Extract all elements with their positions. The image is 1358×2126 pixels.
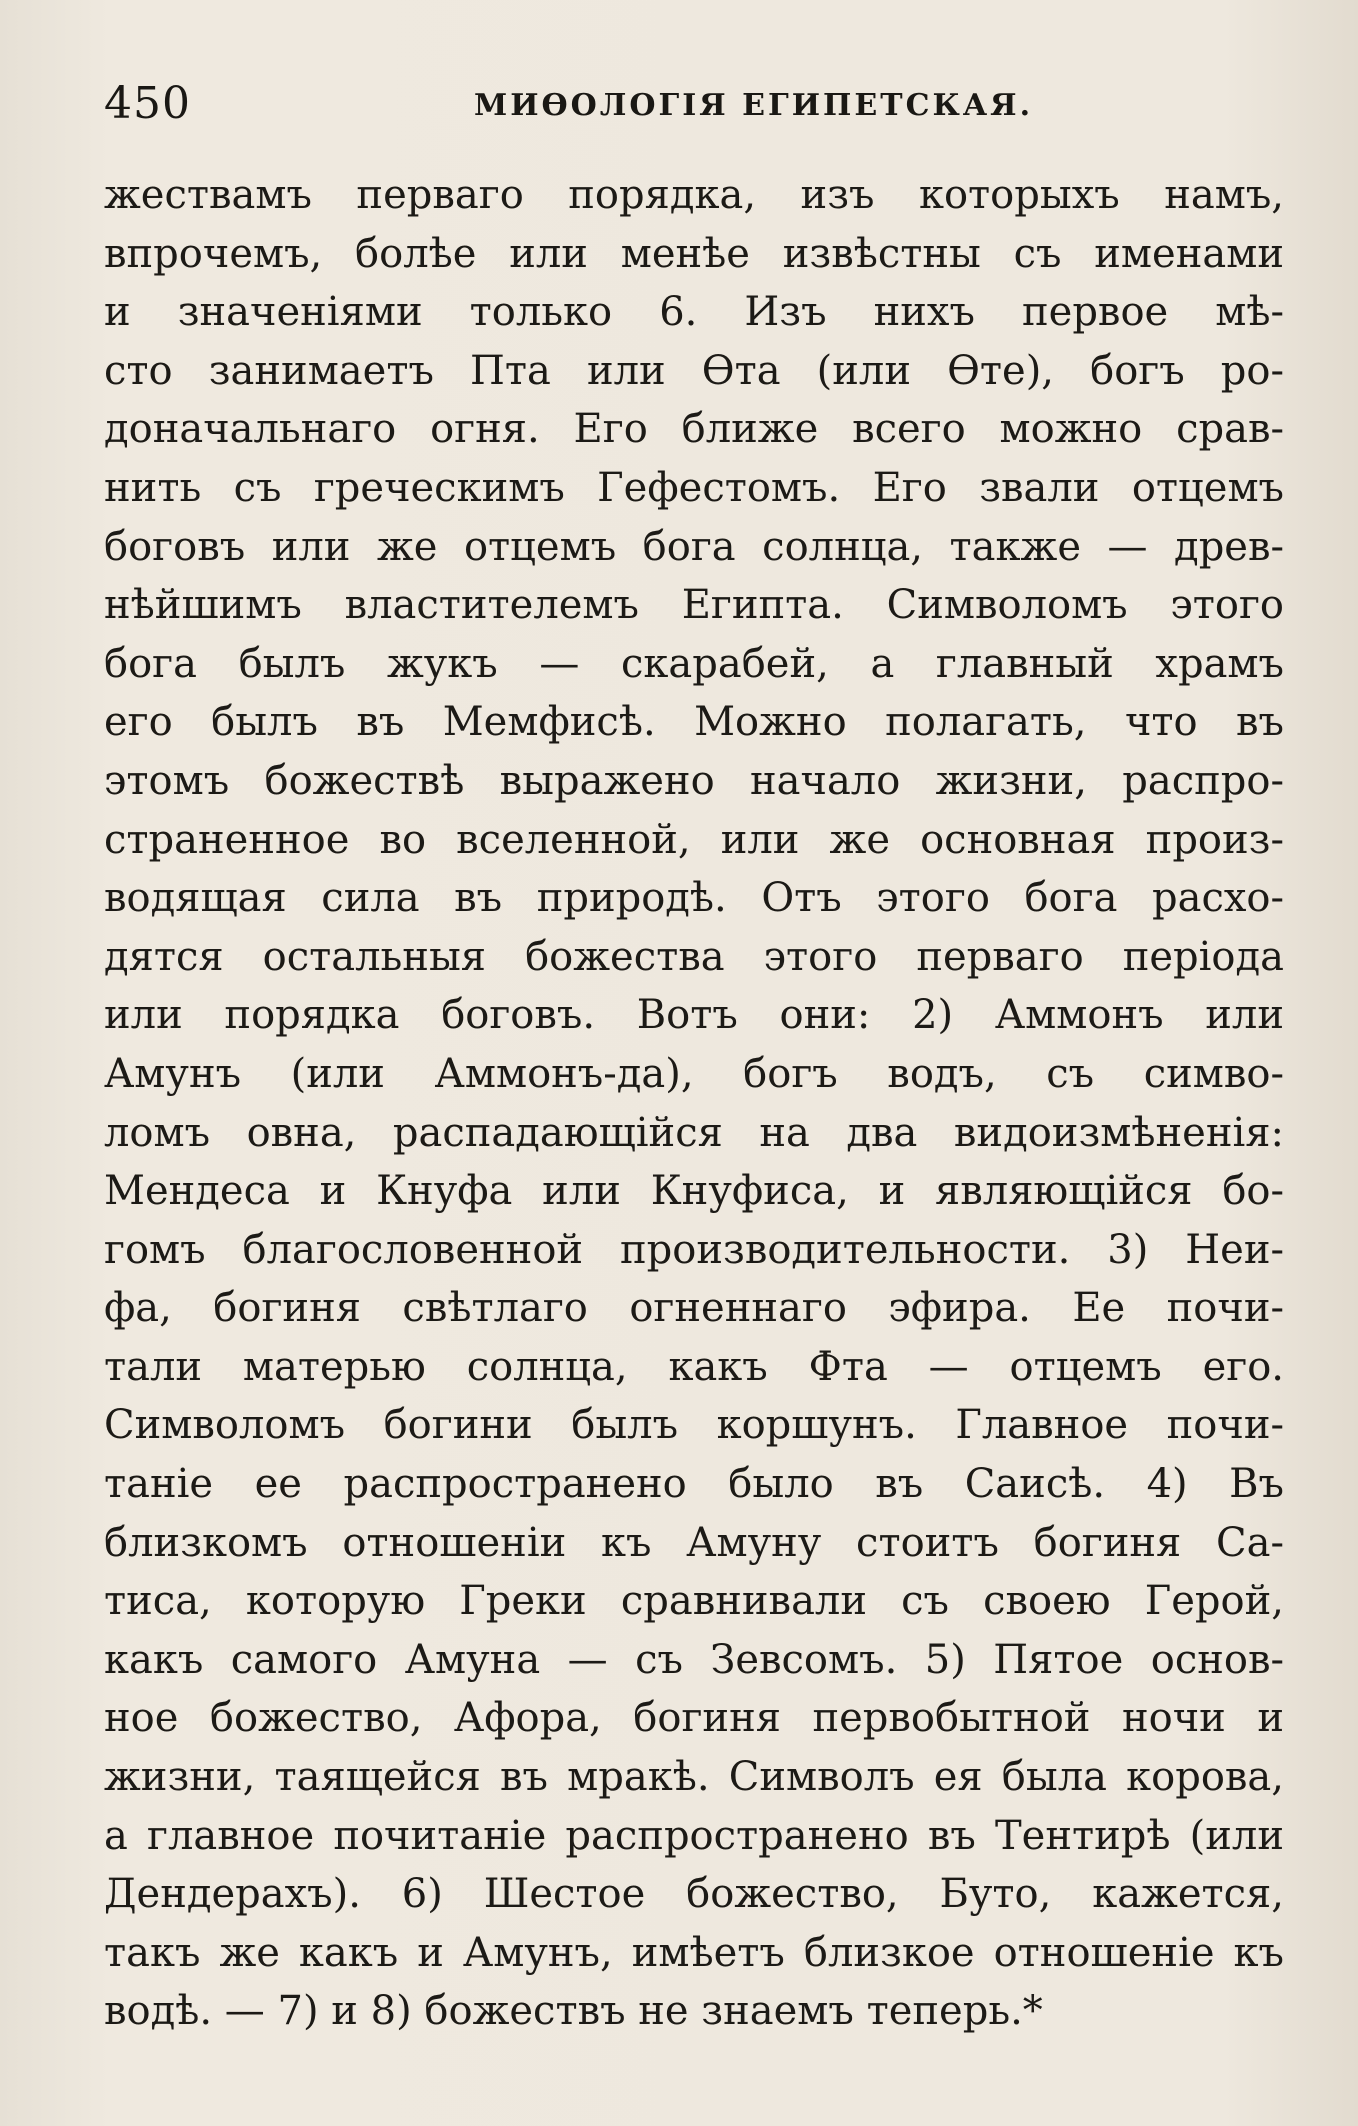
text-line: ломъ овна, распадающійся на два видоизмѣненія:	[104, 1109, 1284, 1156]
text-line: какъ самого Амуна — съ Зевсомъ. 5) Пятое основ-	[104, 1636, 1284, 1683]
text-line: таніе ее распространено было въ Саисѣ. 4) Въ	[104, 1461, 1284, 1508]
text-line: жизни, таящейся въ мракѣ. Символъ ея была корова,	[104, 1754, 1284, 1801]
text-line: боговъ или же отцемъ бога солнца, также — древ-	[104, 523, 1284, 570]
text-line: водящая сила въ природѣ. Отъ этого бога расхо-	[104, 875, 1284, 922]
text-line: близкомъ отношеніи къ Амуну стоитъ богиня Са-	[104, 1519, 1284, 1566]
text-line: или порядка боговъ. Вотъ они: 2) Аммонъ или	[104, 992, 1284, 1039]
text-line: тали матерью солнца, какъ Фта — отцемъ его.	[104, 1343, 1284, 1390]
text-line: такъ же какъ и Амунъ, имѣетъ близкое отношеніе къ	[104, 1929, 1284, 1976]
text-line: тиса, которую Греки сравнивали съ своею Герой,	[104, 1578, 1284, 1625]
text-line: Символомъ богини былъ коршунъ. Главное почи-	[104, 1402, 1284, 1449]
text-line: Амунъ (или Аммонъ-да), богъ водъ, съ симво-	[104, 1050, 1284, 1097]
text-line: водѣ. — 7) и 8) божествъ не знаемъ теперь.*	[104, 1988, 1043, 2035]
text-line: страненное во вселенной, или же основная произ-	[104, 816, 1284, 863]
text-line: ное божество, Афора, богиня первобытной ночи и	[104, 1695, 1284, 1742]
text-line: фа, богиня свѣтлаго огненнаго эфира. Ее почи-	[104, 1285, 1284, 1332]
text-line: а главное почитаніе распространено въ Тентирѣ (или	[104, 1812, 1284, 1859]
text-line: нѣйшимъ властителемъ Египта. Символомъ этого	[104, 582, 1284, 629]
text-line: жествамъ перваго порядка, изъ которыхъ намъ,	[104, 172, 1284, 218]
page-number: 450	[104, 78, 191, 129]
page-header	[104, 78, 1284, 138]
body-text	[104, 166, 1284, 2041]
text-line: его былъ въ Мемфисѣ. Можно полагать, что въ	[104, 699, 1284, 746]
text-line: доначальнаго огня. Его ближе всего можно срав-	[104, 406, 1284, 453]
text-line: и значеніями только 6. Изъ нихъ первое мѣ-	[104, 289, 1284, 336]
text-line: этомъ божествѣ выражено начало жизни, распро-	[104, 757, 1284, 804]
text-line: гомъ благословенной производительности. 3) Неи-	[104, 1226, 1284, 1273]
text-line: бога былъ жукъ — скарабей, а главный храмъ	[104, 640, 1284, 687]
text-line: дятся остальныя божества этого перваго періода	[104, 933, 1284, 980]
running-head: МИѲОЛОГІЯ ЕГИПЕТСКАЯ.	[474, 88, 1034, 123]
text-line: Дендерахъ). 6) Шестое божество, Буто, кажется,	[104, 1871, 1284, 1918]
text-line: сто занимаетъ Пта или Ѳта (или Ѳте), богъ ро-	[104, 347, 1284, 394]
text-line: впрочемъ, болѣе или менѣе извѣстны съ именами	[104, 230, 1284, 277]
text-line: нить съ греческимъ Гефестомъ. Его звали отцемъ	[104, 464, 1284, 511]
text-line: Мендеса и Кнуфа или Кнуфиса, и являющійся бо-	[104, 1168, 1284, 1215]
